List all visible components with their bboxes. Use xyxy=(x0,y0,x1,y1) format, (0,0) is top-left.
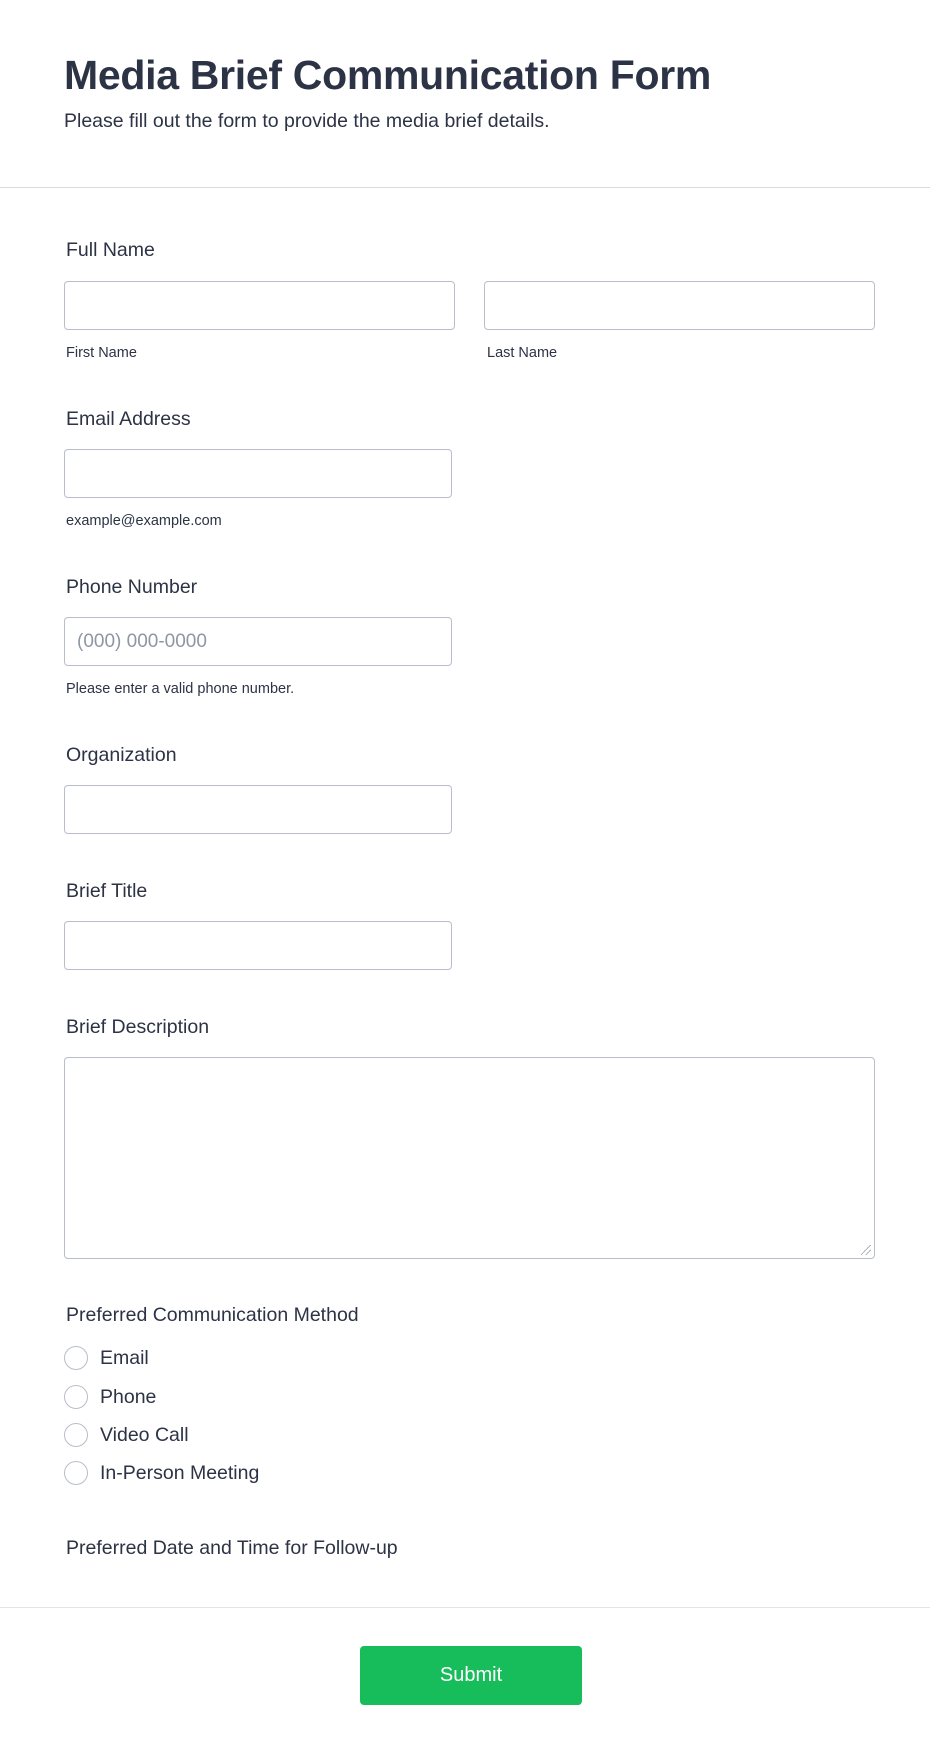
resize-handle-icon[interactable] xyxy=(861,1245,871,1255)
brief-description-label: Brief Description xyxy=(66,1016,210,1038)
radio-button[interactable] xyxy=(64,1385,88,1409)
brief-description-textarea[interactable] xyxy=(64,1057,875,1259)
followup-label: Preferred Date and Time for Follow-up xyxy=(66,1537,398,1559)
email-label: Email Address xyxy=(66,408,191,430)
radio-option-phone[interactable] xyxy=(64,1384,156,1410)
radio-option-video-call[interactable] xyxy=(64,1422,189,1448)
full-name-label: Full Name xyxy=(66,239,155,261)
radio-label: Phone xyxy=(100,1385,157,1408)
radio-label: Email xyxy=(100,1346,149,1369)
last-name-sublabel: Last Name xyxy=(487,345,558,361)
footer-divider xyxy=(0,1607,930,1608)
radio-label: Video Call xyxy=(100,1423,189,1446)
radio-option-email[interactable] xyxy=(64,1345,149,1371)
radio-button[interactable] xyxy=(64,1346,88,1370)
radio-option-in-person-meeting[interactable] xyxy=(64,1460,259,1486)
email-sublabel: example@example.com xyxy=(66,513,222,529)
phone-sublabel: Please enter a valid phone number. xyxy=(66,681,295,697)
radio-label: In-Person Meeting xyxy=(100,1461,260,1484)
page-title: Media Brief Communication Form xyxy=(64,52,712,98)
first-name-input[interactable] xyxy=(64,281,455,330)
phone-input[interactable] xyxy=(64,617,452,666)
radio-button[interactable] xyxy=(64,1461,88,1485)
submit-button[interactable]: Submit xyxy=(360,1646,582,1705)
phone-label: Phone Number xyxy=(66,576,198,598)
organization-input[interactable] xyxy=(64,785,452,834)
email-input[interactable] xyxy=(64,449,452,498)
organization-label: Organization xyxy=(66,744,177,766)
communication-method-label: Preferred Communication Method xyxy=(66,1304,359,1326)
radio-button[interactable] xyxy=(64,1423,88,1447)
brief-title-input[interactable] xyxy=(64,921,452,970)
brief-title-label: Brief Title xyxy=(66,880,148,902)
form-header xyxy=(0,0,930,188)
page-subtitle: Please fill out the form to provide the media brief details. xyxy=(64,110,550,132)
first-name-sublabel: First Name xyxy=(66,345,137,361)
last-name-input[interactable] xyxy=(484,281,875,330)
